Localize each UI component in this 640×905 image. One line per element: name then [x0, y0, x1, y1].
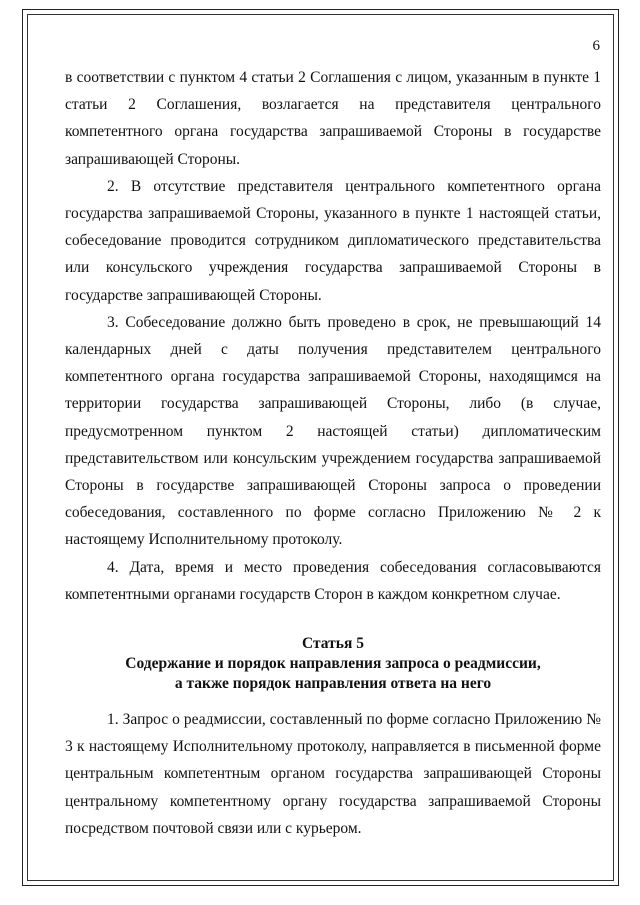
article-title-line-2: а также порядок направления ответа на него: [174, 675, 492, 693]
article-5-paragraph-1: 1. Запрос о реадмиссии, составленный по форме согласно Приложению № 3 к настоящему Исполнительному протоколу, направляется в письменной форме центральным компетентным органом государства запрашивающей Стороны центральному компетентному органу государства запрашиваемой Стороны посредством почтовой связи или с курьером.: [65, 711, 601, 837]
article-title-line-1: Содержание и порядок направления запроса о реадмиссии,: [125, 655, 541, 673]
article-heading: [65, 634, 601, 694]
paragraph-2: 2. В отсутствие представителя центрального компетентного органа государства запрашиваемой Стороны, указанного в пункте 1 настоящей статьи, собеседование проводится сотрудником дипломатического представительства или консульского учреждения государства запрашиваемой Стороны в государстве запрашивающей Стороны.: [65, 177, 601, 304]
paragraph-3: 3. Собеседование должно быть проведено в срок, не превышающий 14 календарных дней с даты получения представителем центрального компетентного органа государства запрашиваемой Стороны, находящимся на территории государства запрашивающей Стороны, либо (в случае, предусмотренном пунктом 2 настоящей статьи) дипломатическим представительством или консульским учреждением государства запрашиваемой Стороны в государстве запрашивающей Стороны запроса о проведении собеседования, составленного по форме согласно Приложению № 2 к настоящему Исполнительному протоколу.: [65, 313, 601, 549]
paragraph-4: 4. Дата, время и место проведения собеседования согласовываются компетентными органами государств Сторон в каждом конкретном случае.: [65, 558, 601, 603]
paragraph-continuation: в соответствии с пунктом 4 статьи 2 Соглашения с лицом, указанным в пункте 1 статьи 2 Соглашения, возлагается на представителя центрального компетентного органа государства запрашиваемой Стороны в государстве запрашивающей Стороны.: [65, 69, 601, 168]
article-number: Статья 5: [302, 635, 364, 653]
page-number: 6: [592, 38, 600, 54]
document-body: [65, 64, 601, 842]
